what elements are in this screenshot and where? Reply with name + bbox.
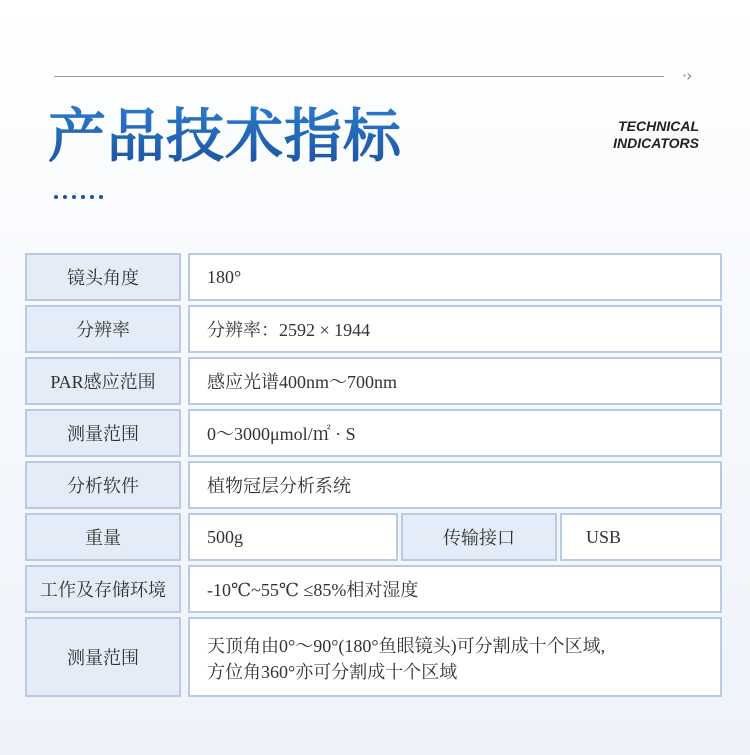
spec-value: USB	[560, 513, 722, 561]
spec-row	[25, 357, 722, 405]
subtitle-line-1: TECHNICAL	[618, 118, 699, 134]
spec-label: 测量范围	[25, 409, 181, 457]
page-subtitle	[613, 118, 699, 152]
dot-icon	[63, 195, 67, 199]
spec-value	[188, 617, 722, 697]
spec-row	[25, 409, 722, 457]
spec-row	[25, 305, 722, 353]
decorative-dots	[54, 195, 103, 199]
spec-label: 镜头角度	[25, 253, 181, 301]
spec-value: 500g	[188, 513, 398, 561]
spec-value: 植物冠层分析系统	[188, 461, 722, 509]
spec-label: 工作及存储环境	[25, 565, 181, 613]
spec-row	[25, 617, 722, 697]
spec-value: 0～3000μmol/㎡ · S	[188, 409, 722, 457]
spec-value: 分辨率：2592 × 1944	[188, 305, 722, 353]
spec-label: PAR感应范围	[25, 357, 181, 405]
spec-row	[25, 513, 722, 561]
spec-label: 传输接口	[401, 513, 557, 561]
spec-row	[25, 253, 722, 301]
spec-table	[25, 253, 722, 701]
spec-label: 测量范围	[25, 617, 181, 697]
spec-value: 180°	[188, 253, 722, 301]
spec-label: 分辨率	[25, 305, 181, 353]
page-title: 产品技术指标	[48, 96, 402, 176]
dot-icon	[90, 195, 94, 199]
spec-row	[25, 461, 722, 509]
dot-icon	[72, 195, 76, 199]
header-divider	[54, 76, 664, 77]
dot-icon	[81, 195, 85, 199]
spec-value: 感应光谱400nm～700nm	[188, 357, 722, 405]
spec-label: 重量	[25, 513, 181, 561]
spec-value-line-2: 方位角360°亦可分割成十个区域	[207, 662, 458, 682]
arrow-right-icon: ·›	[682, 66, 692, 85]
spec-value-line-1: 天顶角由0°～90°(180°鱼眼镜头)可分割成十个区域,	[207, 636, 606, 656]
spec-label: 分析软件	[25, 461, 181, 509]
subtitle-line-2: INDICATORS	[613, 135, 699, 151]
spec-row	[25, 565, 722, 613]
dot-icon	[54, 195, 58, 199]
dot-icon	[99, 195, 103, 199]
spec-value: -10℃~55℃ ≤85%相对湿度	[188, 565, 722, 613]
